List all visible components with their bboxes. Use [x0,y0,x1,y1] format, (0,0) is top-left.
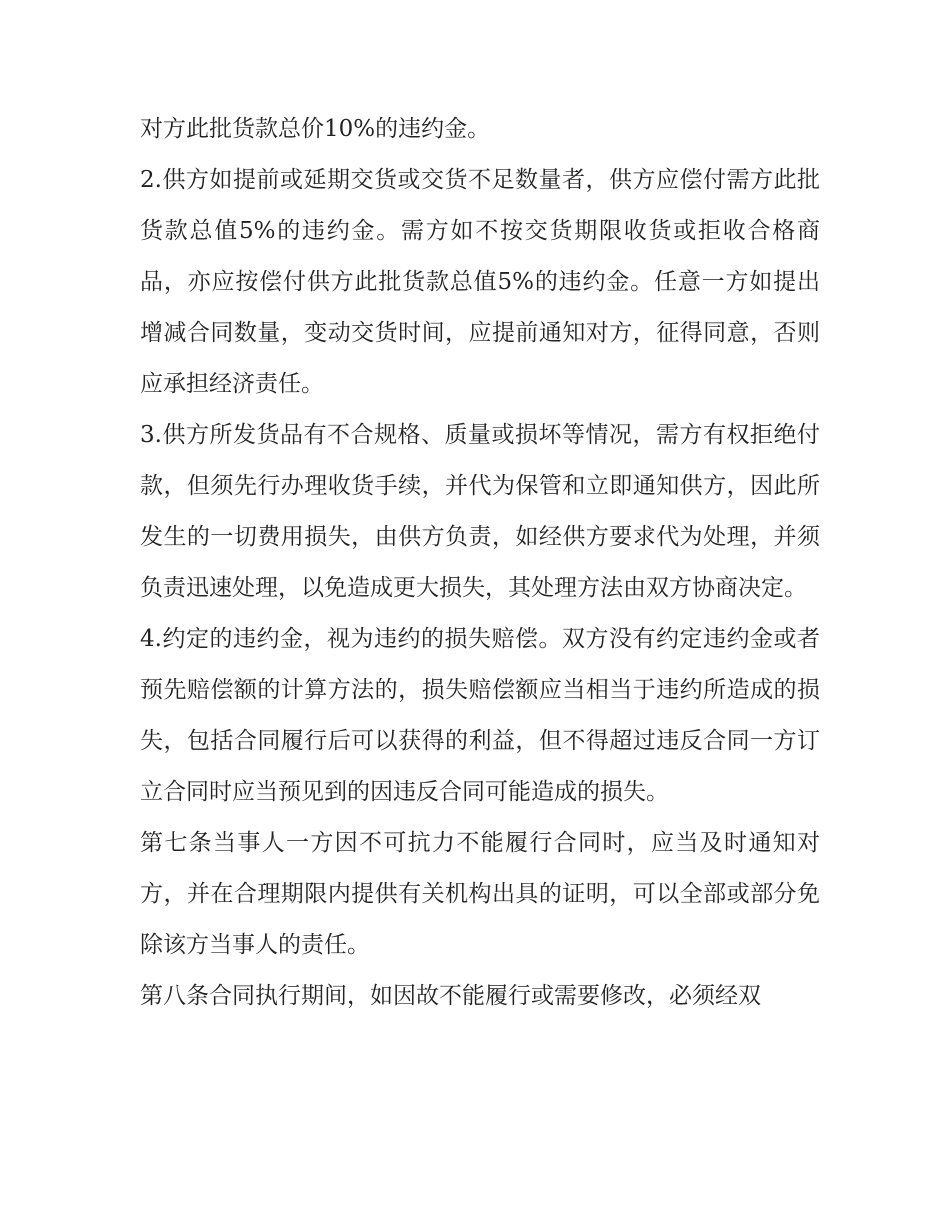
paragraph-penalty-continuation: 对方此批货款总价10%的违约金。 [140,116,491,142]
document-page [140,104,820,1022]
paragraph-article-7: 第七条当事人一方因不可抗力不能履行合同时，应当及时通知对方，并在合理期限内提供有关机构出具的证明，可以全部或部分免除该方当事人的责任。 [140,830,820,958]
paragraph-clause-3: 3.供方所发货品有不合规格、质量或损坏等情况，需方有权拒绝付款，但须先行办理收货手续，并代为保管和立即通知供方，因此所发生的一切费用损失，由供方负责，如经供方要求代为处理，并须负责迅速处理，以免造成更大损失，其处理方法由双方协商决定。 [140,422,820,601]
paragraph-article-8: 第八条合同执行期间，如因故不能履行或需要修改，必须经双 [140,983,761,1009]
paragraph-clause-4: 4.约定的违约金，视为违约的损失赔偿。双方没有约定违约金或者预先赔偿额的计算方法的，损失赔偿额应当相当于违约所造成的损失，包括合同履行后可以获得的利益，但不得超过违反合同一方订立合同时应当预见到的因违反合同可能造成的损失。 [140,626,820,805]
paragraph-clause-2: 2.供方如提前或延期交货或交货不足数量者，供方应偿付需方此批货款总值5%的违约金。需方如不按交货期限收货或拒收合格商品，亦应按偿付供方此批货款总值5%的违约金。任意一方如提出增减合同数量，变动交货时间，应提前通知对方，征得同意，否则应承担经济责任。 [140,167,820,397]
